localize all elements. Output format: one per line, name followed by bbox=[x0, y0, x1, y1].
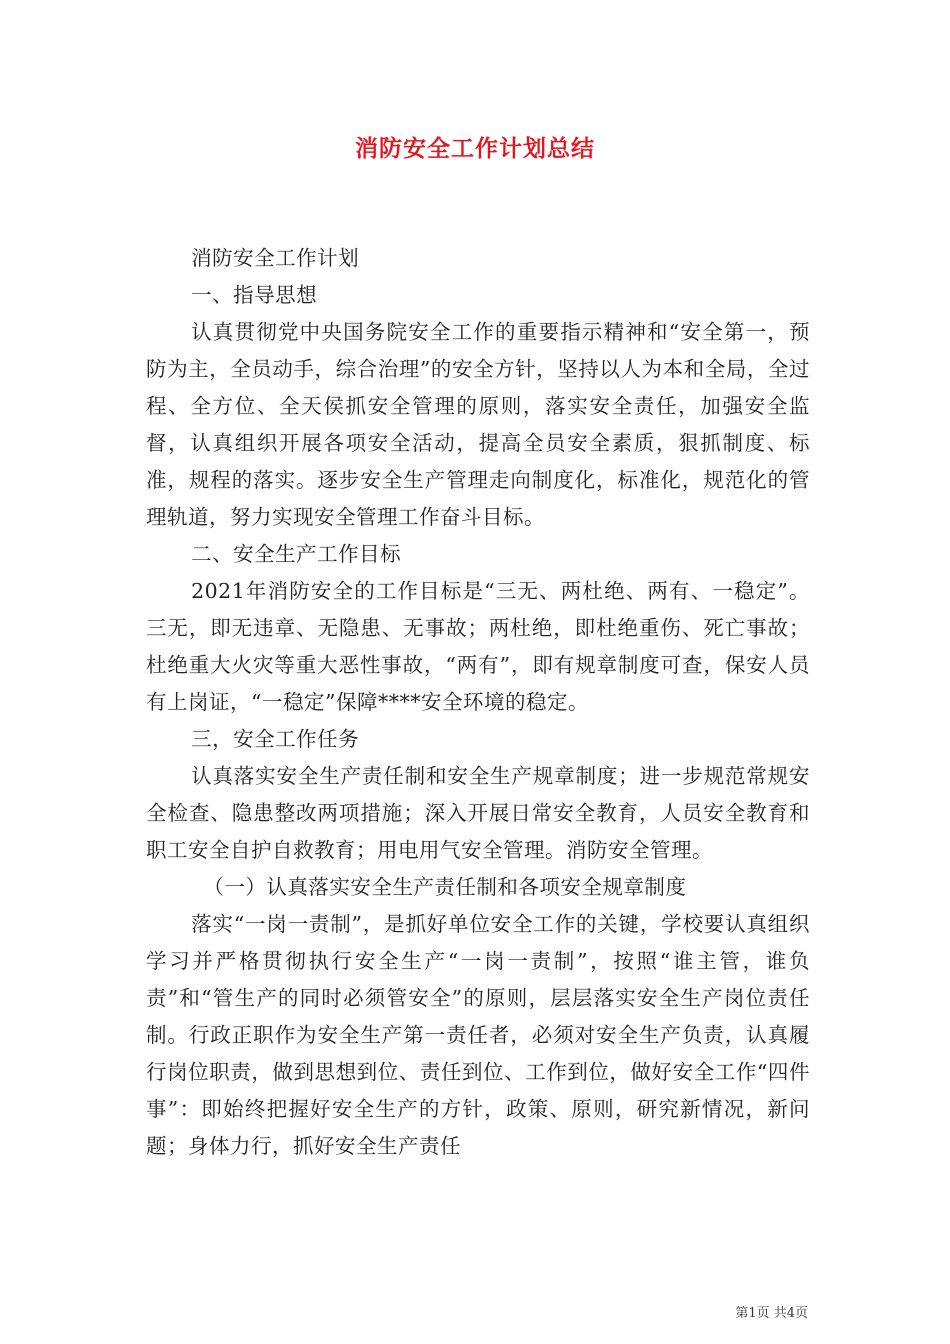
section-heading-plan: 消防安全工作计划 bbox=[191, 246, 360, 270]
paragraph-work-goals: 2021年消防安全的工作目标是“三无、两杜绝、两有、一稳定”。三无，即无违章、无隐患、无事故；两杜绝，即杜绝重伤、死亡事故；杜绝重大火灾等重大恶性事故，“两有”，即有规章制度可查，保安人员有上岗证，“一稳定”保障****安全环境的稳定。 bbox=[146, 579, 810, 714]
paragraph-responsibility: 落实“一岗一责制”，是抓好单位安全工作的关键，学校要认真组织学习并严格贯彻执行安全生产“一岗一责制”，按照“谁主管，谁负责”和“管生产的同时必须管安全”的原则，层层落实安全生产岗位责任制。行政正职作为安全生产第一责任者，必须对安全生产负责，认真履行岗位职责，做到思想到位、责任到位、工作到位，做好安全工作“四件事”：即始终把握好安全生产的方针，政策、原则，研究新情况，新问题；身体力行，抓好安全生产责任 bbox=[146, 912, 810, 1158]
subsection-heading-responsibility: （一）认真落实安全生产责任制和各项安全规章制度 bbox=[203, 875, 687, 899]
section-heading-work-tasks: 三，安全工作任务 bbox=[191, 727, 360, 751]
document-title: 消防安全工作计划总结 bbox=[355, 135, 595, 162]
section-heading-work-goals: 二、安全生产工作目标 bbox=[191, 542, 402, 566]
page-number: 第1页 共4页 bbox=[735, 1306, 808, 1321]
paragraph-guiding-ideology: 认真贯彻党中央国务院安全工作的重要指示精神和“安全第一，预防为主，全员动手，综合治理”的安全方针，坚持以人为本和全局，全过程、全方位、全天侯抓安全管理的原则，落实安全责任，加强安全监督，认真组织开展各项安全活动，提高全员安全素质，狠抓制度、标准，规程的落实。逐步安全生产管理走向制度化，标准化，规范化的管理轨道，努力实现安全管理工作奋斗目标。 bbox=[146, 320, 810, 529]
document-body bbox=[146, 240, 810, 1165]
paragraph-work-tasks: 认真落实安全生产责任制和安全生产规章制度；进一步规范常规安全检查、隐患整改两项措施；深入开展日常安全教育，人员安全教育和职工安全自护自救教育；用电用气安全管理。消防安全管理。 bbox=[146, 764, 810, 862]
section-heading-guiding-ideology: 一、指导思想 bbox=[191, 283, 318, 307]
